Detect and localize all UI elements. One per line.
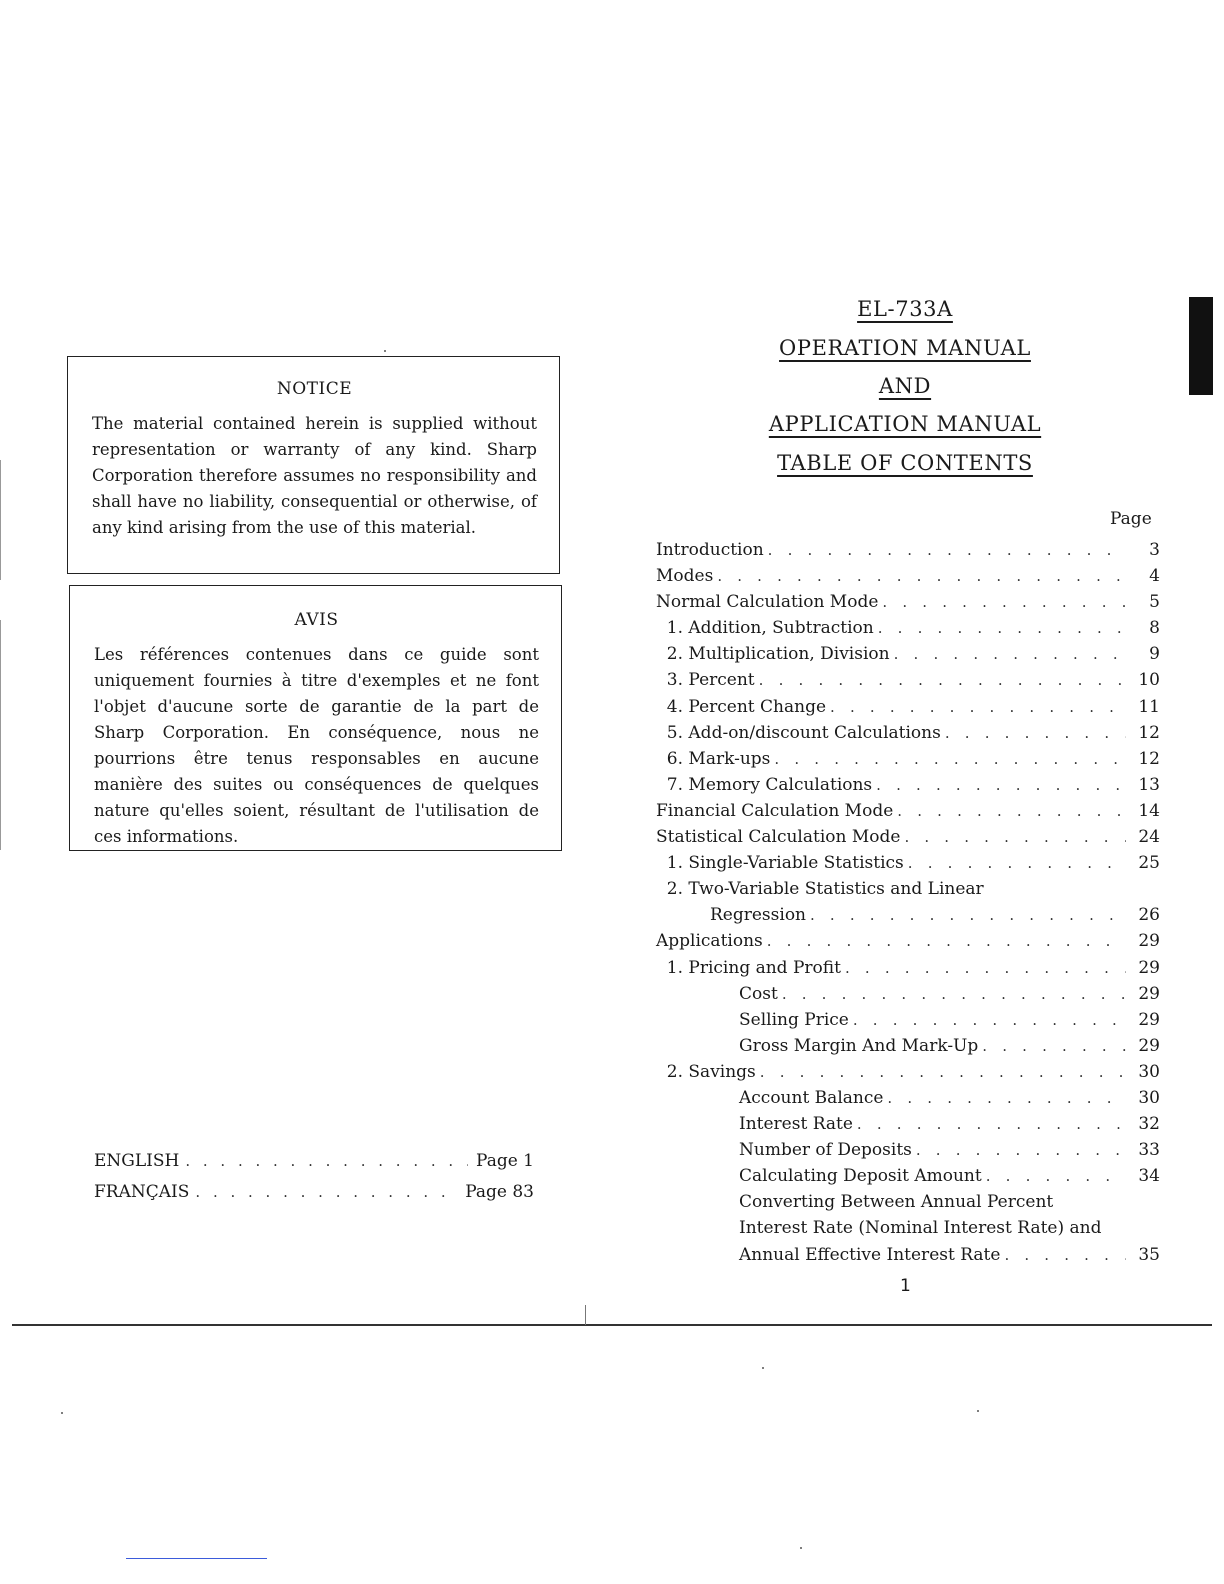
scan-speck [762, 1367, 764, 1369]
toc-entry-page: 4 [1149, 566, 1160, 587]
toc-entry-title-wrap [656, 563, 717, 589]
toc-entry-title-wrap [656, 772, 876, 798]
toc-entry [656, 746, 1160, 772]
dot-leader [830, 694, 1126, 720]
toc-entry [656, 798, 1160, 824]
toc-entry [656, 824, 1160, 850]
avis-box [69, 585, 562, 851]
dot-leader [185, 1146, 468, 1177]
dot-leader [853, 1007, 1126, 1033]
notice-body: The material contained herein is supplied without representation or warranty of any kind. Sharp Corporation therefore assumes no responsibility and shall have no liability, consequential or otherwise, of any kind arising from the use of this material. [92, 414, 537, 537]
toc-entry-title: Converting Between Annual Percent [739, 1192, 1054, 1213]
toc-entry [656, 1111, 1160, 1137]
toc-entry [656, 641, 1160, 667]
toc-entry-title: Normal Calculation Mode [656, 592, 879, 613]
toc-entry-page: 30 [1138, 1061, 1160, 1082]
scan-speck [977, 1410, 979, 1412]
toc-entry-page: 29 [1138, 957, 1160, 978]
toc-entry-title-wrap [739, 1163, 986, 1189]
toc-entry [656, 955, 1160, 981]
toc-entry-title: Mark-ups [688, 748, 771, 769]
dot-leader [945, 720, 1126, 746]
toc-entry-title: Number of Deposits [739, 1140, 912, 1161]
toc-entry-title: Modes [656, 566, 714, 587]
toc-entry-number: 4. [666, 696, 683, 717]
toc-entry-page: 26 [1138, 905, 1160, 926]
toc-entry [656, 1189, 1160, 1215]
toc-entry-title: Statistical Calculation Mode [656, 827, 901, 848]
toc-entry-title: Interest Rate [739, 1114, 853, 1135]
dot-leader [878, 615, 1126, 641]
toc-entry-title: Interest Rate (Nominal Interest Rate) and [739, 1218, 1102, 1239]
language-label: ENGLISH [94, 1151, 180, 1171]
toc-entry-title: Pricing and Profit [688, 957, 841, 978]
dot-leader [876, 772, 1126, 798]
toc-entry-title: Applications [656, 931, 763, 952]
toc-entry-page: 13 [1138, 774, 1160, 795]
language-entry-english [94, 1146, 534, 1177]
table-of-contents [656, 537, 1160, 1268]
toc-entry-number: 1. [666, 957, 683, 978]
toc-entry-page: 14 [1138, 800, 1160, 821]
scan-edge-mark [0, 460, 1, 580]
toc-entry [656, 981, 1160, 1007]
dot-leader [195, 1177, 457, 1208]
toc-entry-number: 7. [666, 774, 683, 795]
toc-entry-title-wrap [656, 694, 830, 720]
toc-entry-page: 12 [1138, 748, 1160, 769]
toc-entry-title: Two-Variable Statistics and Linear [688, 879, 984, 900]
toc-entry-title: Percent [688, 670, 755, 691]
scan-speck [800, 1547, 802, 1549]
toc-entry-title-wrap [656, 537, 768, 563]
toc-entry [656, 1215, 1160, 1241]
toc-entry-title-wrap [739, 1137, 916, 1163]
toc-entry-page: 3 [1149, 540, 1160, 560]
toc-entry-page: 29 [1138, 931, 1160, 952]
toc-entry-title-wrap [656, 746, 774, 772]
toc-entry-title-wrap [656, 798, 897, 824]
dot-leader [897, 798, 1126, 824]
toc-heading: TABLE OF CONTENTS [777, 451, 1033, 475]
toc-entry [656, 1137, 1160, 1163]
language-page: Page 1 [476, 1151, 534, 1171]
dot-leader [810, 902, 1126, 928]
toc-entry-title-wrap [656, 1059, 760, 1085]
toc-entry-title-wrap [656, 876, 988, 902]
toc-entry-page: 11 [1138, 696, 1160, 717]
toc-entry-title-wrap [710, 902, 810, 928]
toc-entry-page: 12 [1138, 722, 1160, 743]
avis-body: Les références contenues dans ce guide sont uniquement fournies à titre d'exemples et ne font l'objet d'aucune sorte de garantie de la part de Sharp Corporation. En conséquence, nous ne pourrions être tenus responsables en aucune manière des suites ou conséquences de quelques nature qu'elles soient, résultant de l'utilisation de ces informations. [94, 645, 539, 846]
toc-entry-page: 29 [1138, 983, 1160, 1004]
toc-entry-page: 8 [1149, 618, 1160, 639]
toc-entry-title-wrap [656, 589, 882, 615]
toc-entry-page: 33 [1138, 1140, 1160, 1161]
toc-entry [656, 1242, 1160, 1268]
toc-entry-number: 1. [666, 618, 683, 639]
avis-title: AVIS [294, 610, 339, 630]
toc-entry-page: 10 [1138, 670, 1160, 691]
language-page: Page 83 [465, 1182, 534, 1202]
toc-entry-page: 29 [1138, 1009, 1160, 1030]
toc-entry-page: 24 [1138, 827, 1160, 848]
toc-entry-title: Gross Margin And Mark-Up [739, 1035, 979, 1056]
language-index [94, 1146, 534, 1208]
dot-leader [857, 1111, 1126, 1137]
dot-leader [717, 563, 1126, 589]
operation-manual-heading: OPERATION MANUAL [779, 336, 1031, 360]
toc-entry [656, 694, 1160, 720]
toc-entry-title-wrap [656, 641, 894, 667]
dot-leader [894, 641, 1126, 667]
center-fold-mark [585, 1305, 586, 1325]
toc-entry [656, 1007, 1160, 1033]
toc-entry-page: 29 [1138, 1035, 1160, 1056]
page-fold-line [12, 1324, 1212, 1326]
toc-entry-number: 3. [666, 670, 683, 691]
dot-leader [887, 1085, 1126, 1111]
scan-artifact-line [126, 1558, 267, 1559]
dot-leader [759, 667, 1126, 693]
toc-entry-page: 34 [1138, 1166, 1160, 1187]
toc-entry-number: 2. [666, 644, 683, 665]
dot-leader [882, 589, 1126, 615]
toc-entry [656, 772, 1160, 798]
toc-entry-title: Financial Calculation Mode [656, 800, 894, 821]
toc-entry-number: 2. [666, 1061, 683, 1082]
toc-entry-title-wrap [656, 955, 845, 981]
toc-entry-title-wrap [656, 615, 878, 641]
toc-entry-title: Single-Variable Statistics [688, 853, 904, 874]
toc-entry-page: 35 [1138, 1244, 1160, 1265]
toc-entry [656, 563, 1160, 589]
toc-entry [656, 1033, 1160, 1059]
dot-leader [767, 928, 1126, 954]
toc-entry-page: 32 [1138, 1114, 1160, 1135]
toc-entry-title: Selling Price [739, 1009, 849, 1030]
toc-entry-title: Account Balance [739, 1087, 884, 1108]
toc-entry [656, 928, 1160, 954]
toc-entry-title-wrap [656, 720, 945, 746]
toc-entry-title-wrap [656, 928, 767, 954]
toc-entry [656, 1059, 1160, 1085]
toc-entry-title-wrap [656, 850, 908, 876]
dot-leader [904, 824, 1126, 850]
dot-leader [774, 746, 1126, 772]
toc-entry-number: 1. [666, 853, 683, 874]
toc-entry [656, 1163, 1160, 1189]
toc-page-column-label: Page [1110, 509, 1152, 529]
toc-entry-title-wrap [739, 1242, 1004, 1268]
toc-entry-title: Addition, Subtraction [688, 618, 874, 639]
dot-leader [982, 1033, 1126, 1059]
toc-entry [656, 902, 1160, 928]
section-tab-marker [1189, 297, 1213, 395]
toc-entry [656, 850, 1160, 876]
notice-box [67, 356, 560, 574]
toc-entry-title-wrap [656, 824, 904, 850]
dot-leader [782, 981, 1126, 1007]
toc-entry-title: Introduction [656, 540, 764, 560]
toc-entry-page: 5 [1149, 592, 1160, 613]
toc-entry-title: Add-on/discount Calculations [688, 722, 941, 743]
notice-title: NOTICE [276, 379, 353, 399]
toc-entry-title-wrap [739, 1215, 1105, 1241]
toc-entry-title: Cost [739, 983, 778, 1004]
toc-entry-number: 2. [666, 879, 683, 900]
toc-entry-title-wrap [739, 981, 782, 1007]
toc-entry-page: 25 [1138, 853, 1160, 874]
toc-entry [656, 667, 1160, 693]
toc-entry-title-wrap [739, 1085, 887, 1111]
toc-entry-title: Memory Calculations [688, 774, 873, 795]
toc-entry-number: 5. [666, 722, 683, 743]
toc-entry [656, 1085, 1160, 1111]
dot-leader [916, 1137, 1126, 1163]
and-heading: AND [878, 374, 932, 398]
dot-leader [768, 537, 1126, 563]
toc-entry [656, 876, 1160, 902]
page-number: 1 [900, 1276, 911, 1296]
toc-entry-title: Annual Effective Interest Rate [739, 1244, 1001, 1265]
dot-leader [908, 850, 1126, 876]
language-entry-francais [94, 1177, 534, 1208]
language-label: FRANÇAIS [94, 1182, 190, 1202]
toc-entry [656, 720, 1160, 746]
model-heading: EL-733A [857, 297, 953, 321]
application-manual-heading: APPLICATION MANUAL [768, 412, 1042, 436]
toc-entry-title: Percent Change [688, 696, 827, 717]
dot-leader [986, 1163, 1126, 1189]
dot-leader [760, 1059, 1126, 1085]
toc-entry-title: Calculating Deposit Amount [739, 1166, 982, 1187]
scan-speck [61, 1412, 63, 1414]
toc-entry [656, 615, 1160, 641]
toc-entry-number: 6. [666, 748, 683, 769]
dot-leader [1004, 1242, 1126, 1268]
toc-entry-title-wrap [739, 1111, 857, 1137]
dot-leader [845, 955, 1126, 981]
toc-entry-page: 30 [1138, 1087, 1160, 1108]
scan-speck [384, 350, 386, 352]
toc-entry-title-wrap [739, 1033, 982, 1059]
toc-entry-title: Regression [710, 905, 806, 926]
toc-entry-title-wrap [739, 1189, 1057, 1215]
toc-entry-title-wrap [656, 667, 759, 693]
toc-entry-page: 9 [1149, 644, 1160, 665]
toc-entry [656, 589, 1160, 615]
toc-entry-title-wrap [739, 1007, 853, 1033]
scan-edge-mark [0, 620, 1, 850]
toc-entry-title: Savings [688, 1061, 756, 1082]
toc-entry-title: Multiplication, Division [688, 644, 890, 665]
toc-entry [656, 537, 1160, 563]
